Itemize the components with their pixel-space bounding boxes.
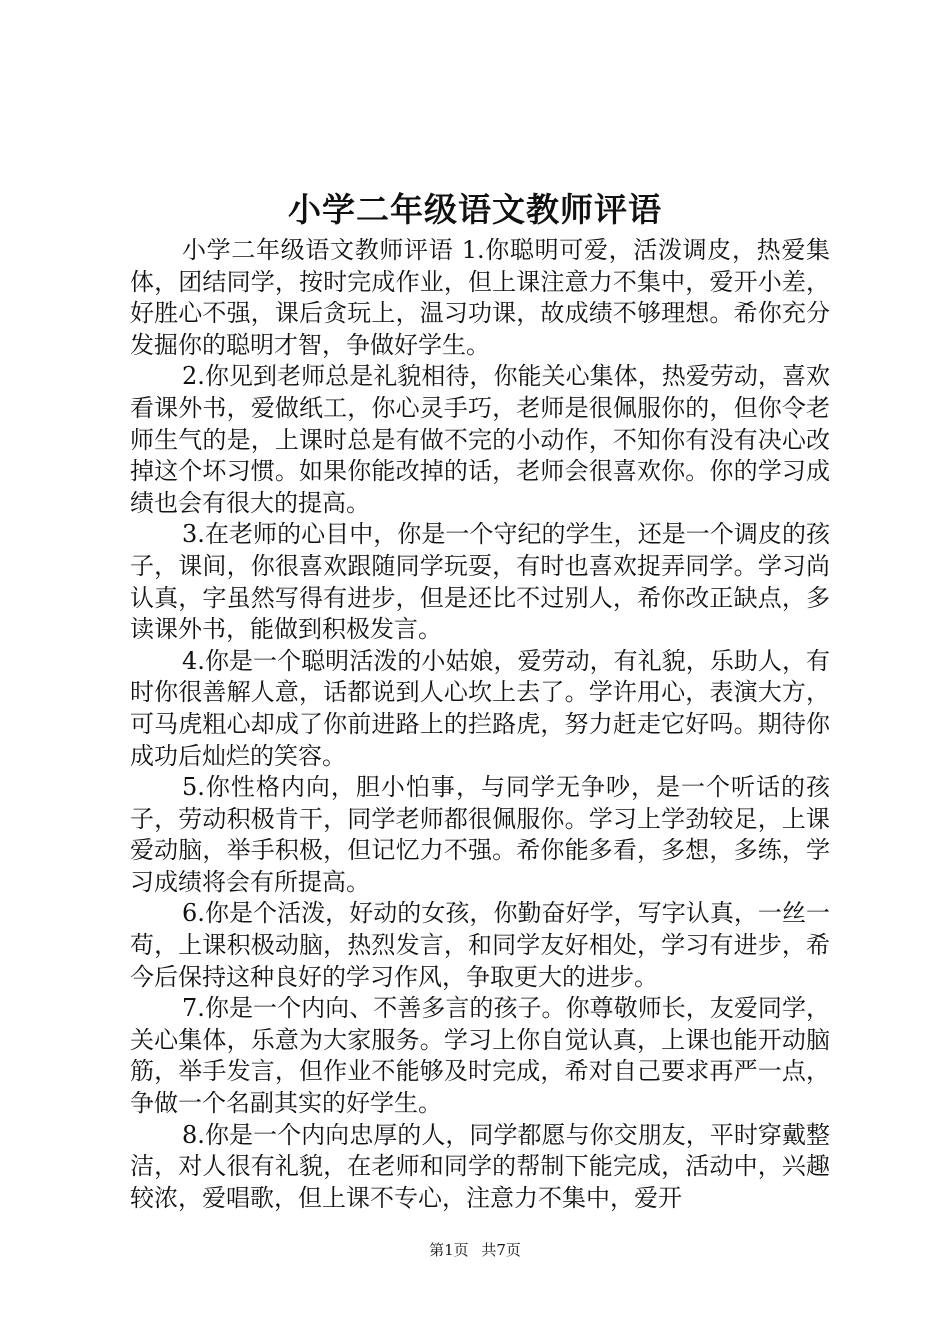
paragraph-2: 2.你见到老师总是礼貌相待，你能关心集体，热爱劳动，喜欢看课外书，爱做纸工，你心灵手巧，老师是很佩服你的，但你令老师生气的是，上课时总是有做不完的小动作，不知你有没有决心改掉这个坏习惯。如果你能改掉的话，老师会很喜欢你。你的学习成绩也会有很大的提高。	[130, 362, 830, 517]
page-title: 小学二年级语文教师评语	[288, 190, 662, 229]
page-footer	[0, 1240, 950, 1260]
paragraph-4: 4.你是一个聪明活泼的小姑娘，爱劳动，有礼貌，乐助人，有时你很善解人意，话都说到人心坎上去了。学许用心，表演大方，可马虎粗心却成了你前进路上的拦路虎，努力赶走它好吗。期待你成功后灿烂的笑容。	[130, 646, 830, 770]
paragraph-8: 8.你是一个内向忠厚的人，同学都愿与你交朋友，平时穿戴整洁，对人很有礼貌，在老师和同学的帮制下能完成，活动中，兴趣较浓，爱唱歌，但上课不专心，注意力不集中，爱开	[130, 1120, 830, 1212]
paragraph-6: 6.你是个活泼，好动的女孩，你勤奋好学，写字认真，一丝一苟，上课积极动脑，热烈发言，和同学友好相处，学习有进步，希今后保持这种良好的学习作风，争取更大的进步。	[130, 899, 830, 991]
paragraph-1: 小学二年级语文教师评语 1.你聪明可爱，活泼调皮，热爱集体，团结同学，按时完成作业，但上课注意力不集中，爱开小差，好胜心不强，课后贪玩上，温习功课，故成绩不够理想。希你充分发掘你的聪明才智，争做好学生。	[130, 236, 830, 359]
page-number-current: 第1页	[429, 1241, 469, 1259]
page-number-total: 共7页	[481, 1241, 521, 1259]
paragraph-3: 3.在老师的心目中，你是一个守纪的学生，还是一个调皮的孩子，课间，你很喜欢跟随同学玩耍，有时也喜欢捉弄同学。学习尚认真，字虽然写得有进步，但是还比不过别人，希你改正缺点，多读课外书，能做到积极发言。	[130, 520, 830, 644]
document-body	[130, 235, 830, 1214]
paragraph-7: 7.你是一个内向、不善多言的孩子。你尊敬师长，友爱同学，关心集体，乐意为大家服务。学习上你自觉认真，上课也能开动脑筋，举手发言，但作业不能够及时完成，希对自己要求再严一点，争做一个名副其实的好学生。	[130, 994, 830, 1118]
paragraph-5: 5.你性格内向，胆小怕事，与同学无争吵，是一个听话的孩子，劳动积极肯干，同学老师都很佩服你。学习上学劲较足，上课爱动脑，举手积极，但记忆力不强。希你能多看，多想，多练，学习成绩将会有所提高。	[130, 773, 830, 896]
